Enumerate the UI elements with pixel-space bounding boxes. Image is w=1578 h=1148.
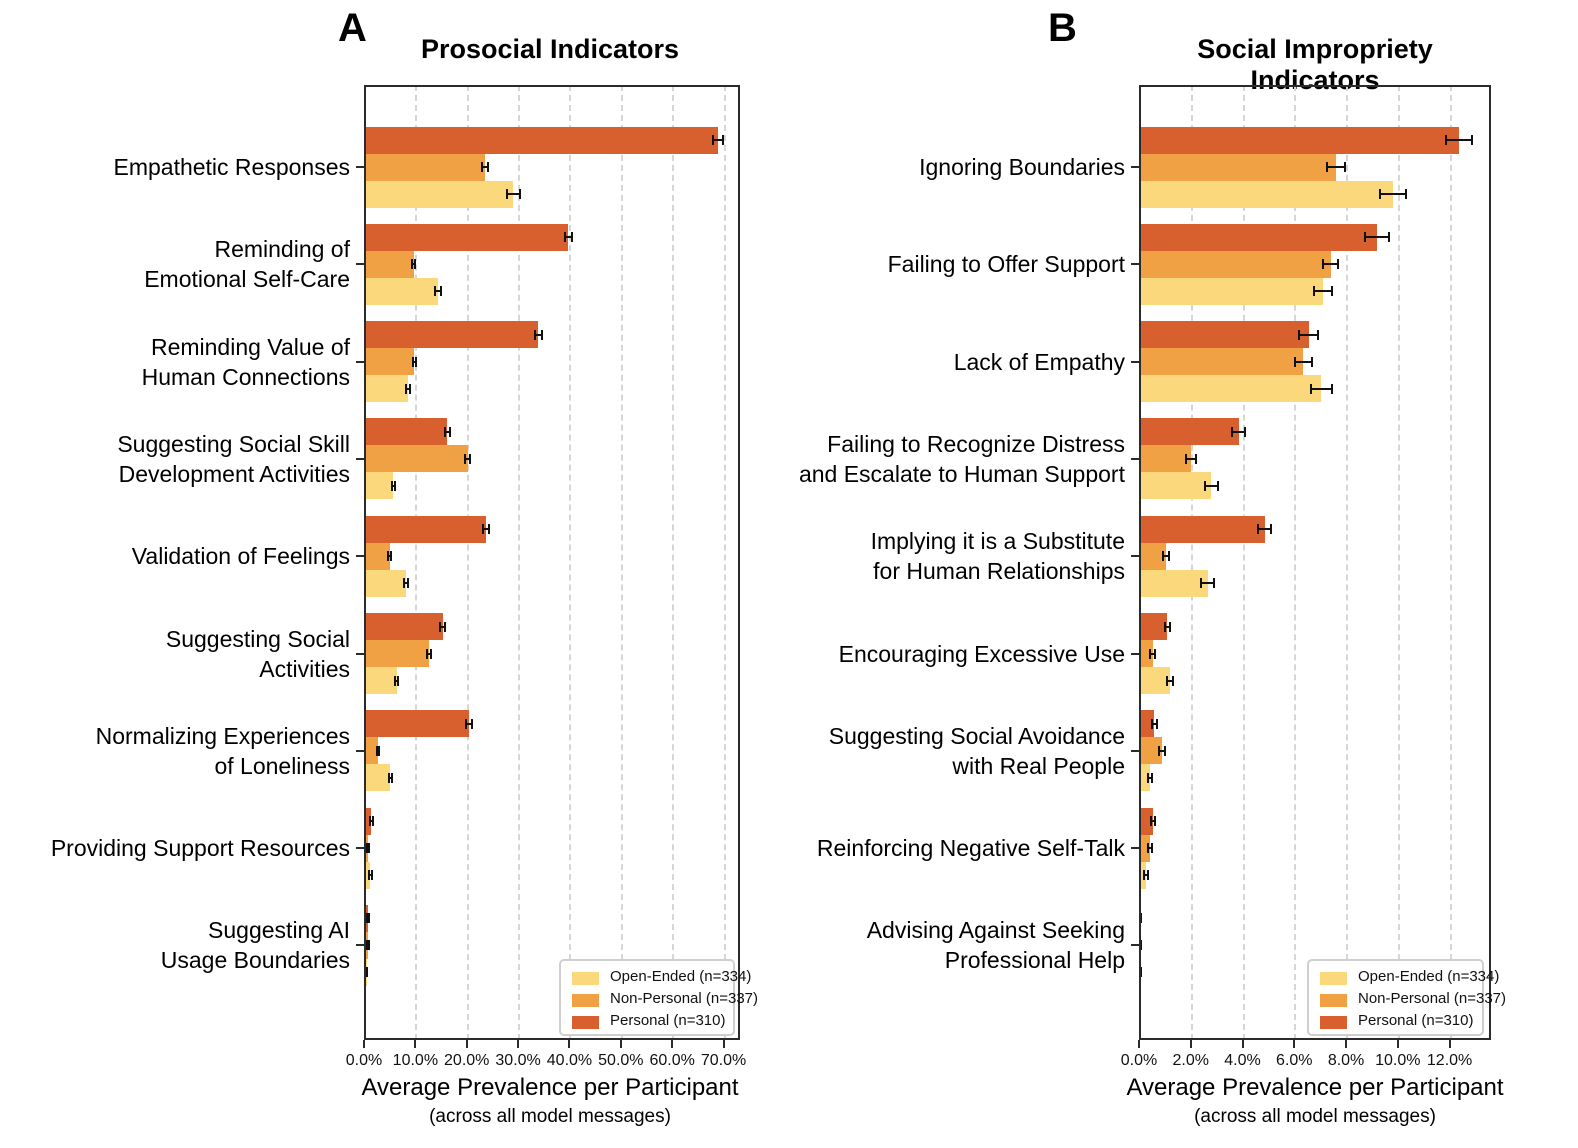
error-bar-cap bbox=[371, 870, 373, 880]
category-label: Empathetic Responses bbox=[113, 154, 350, 180]
error-bar bbox=[1380, 193, 1406, 195]
error-bar-cap bbox=[1185, 454, 1187, 464]
bar bbox=[366, 127, 718, 154]
error-bar-cap bbox=[541, 330, 543, 340]
error-bar-cap bbox=[1140, 913, 1142, 923]
legend-swatch bbox=[572, 1016, 599, 1029]
error-bar-cap bbox=[403, 578, 405, 588]
x-tick-mark bbox=[1242, 1040, 1244, 1048]
panel-b-xaxis-label: Average Prevalence per Participant bbox=[1126, 1074, 1504, 1101]
gridline bbox=[1450, 85, 1452, 1040]
error-bar-cap bbox=[368, 940, 370, 950]
gridline bbox=[724, 85, 726, 1040]
x-tick-mark bbox=[1449, 1040, 1451, 1048]
legend-item bbox=[561, 990, 759, 1012]
error-bar-cap bbox=[434, 286, 436, 296]
error-bar-cap bbox=[1317, 330, 1319, 340]
legend-label: Open-Ended (n=334) bbox=[610, 968, 752, 985]
bar bbox=[1141, 472, 1211, 499]
error-bar-cap bbox=[1213, 578, 1215, 588]
error-bar-cap bbox=[405, 384, 407, 394]
y-tick-mark bbox=[1131, 944, 1139, 946]
error-bar-cap bbox=[397, 676, 399, 686]
x-tick-label: 0.0% bbox=[345, 1052, 383, 1069]
panel-a-xaxis-sublabel: (across all model messages) bbox=[429, 1106, 671, 1127]
error-bar-cap bbox=[1364, 232, 1366, 242]
legend-label: Personal (n=310) bbox=[610, 1012, 726, 1029]
category-label: Lack of Empathy bbox=[953, 348, 1125, 375]
x-tick-mark bbox=[1190, 1040, 1192, 1048]
error-bar-cap bbox=[444, 427, 446, 437]
error-bar-cap bbox=[481, 162, 483, 172]
x-tick-label: 40.0% bbox=[546, 1052, 593, 1069]
error-bar-cap bbox=[440, 286, 442, 296]
error-bar-cap bbox=[1445, 135, 1447, 145]
bar bbox=[366, 472, 393, 499]
y-tick-mark bbox=[1131, 361, 1139, 363]
error-bar-cap bbox=[1322, 259, 1324, 269]
bar bbox=[366, 710, 469, 737]
error-bar-cap bbox=[487, 162, 489, 172]
error-bar-cap bbox=[1405, 189, 1407, 199]
error-bar-cap bbox=[1313, 286, 1315, 296]
error-bar-cap bbox=[1331, 384, 1333, 394]
legend-item bbox=[561, 968, 752, 990]
category-label: Advising Against Seeking Professional Help bbox=[866, 917, 1125, 974]
error-bar-cap bbox=[1164, 746, 1166, 756]
bar bbox=[366, 640, 429, 667]
x-tick-label: 0.0% bbox=[1120, 1052, 1158, 1069]
error-bar-cap bbox=[1172, 676, 1174, 686]
category-label: Validation of Feelings bbox=[131, 543, 350, 570]
error-bar-cap bbox=[564, 232, 566, 242]
error-bar-cap bbox=[368, 870, 370, 880]
bar bbox=[366, 181, 513, 208]
panel-b-title: Social Impropriety Indicators bbox=[1197, 34, 1433, 95]
error-bar-cap bbox=[712, 135, 714, 145]
legend-label: Open-Ended (n=334) bbox=[1358, 968, 1500, 985]
bar bbox=[366, 278, 438, 305]
x-tick-mark bbox=[723, 1040, 725, 1048]
bar bbox=[366, 418, 447, 445]
error-bar bbox=[1314, 290, 1332, 292]
legend-swatch bbox=[1320, 994, 1347, 1007]
bar bbox=[1141, 375, 1321, 402]
bar bbox=[366, 570, 406, 597]
bar bbox=[1141, 516, 1265, 543]
error-bar-cap bbox=[1200, 578, 1202, 588]
error-bar-cap bbox=[471, 719, 473, 729]
y-tick-mark bbox=[356, 653, 364, 655]
bar bbox=[366, 321, 538, 348]
y-tick-mark bbox=[1131, 750, 1139, 752]
gridline bbox=[569, 85, 571, 1040]
error-bar-cap bbox=[1379, 189, 1381, 199]
x-tick-mark bbox=[517, 1040, 519, 1048]
x-tick-label: 70.0% bbox=[700, 1052, 747, 1069]
bar bbox=[1141, 418, 1239, 445]
bar bbox=[366, 348, 414, 375]
panel-a-letter: A bbox=[338, 6, 367, 50]
error-bar-cap bbox=[366, 967, 368, 977]
error-bar-cap bbox=[1168, 551, 1170, 561]
bar bbox=[366, 445, 468, 472]
error-bar bbox=[1446, 139, 1472, 141]
error-bar-cap bbox=[414, 259, 416, 269]
x-tick-mark bbox=[363, 1040, 365, 1048]
error-bar-cap bbox=[1151, 773, 1153, 783]
category-label: Ignoring Boundaries bbox=[919, 154, 1125, 180]
error-bar-cap bbox=[1244, 427, 1246, 437]
x-tick-label: 10.0% bbox=[1375, 1052, 1421, 1069]
bar bbox=[366, 224, 568, 251]
category-label: Suggesting AI Usage Boundaries bbox=[160, 917, 350, 974]
error-bar bbox=[1327, 166, 1345, 168]
error-bar-cap bbox=[368, 913, 370, 923]
x-tick-label: 6.0% bbox=[1276, 1052, 1313, 1069]
error-bar-cap bbox=[1147, 773, 1149, 783]
x-tick-mark bbox=[1138, 1040, 1140, 1048]
error-bar-cap bbox=[1164, 622, 1166, 632]
error-bar-cap bbox=[469, 454, 471, 464]
error-bar-cap bbox=[1311, 357, 1313, 367]
error-bar-cap bbox=[571, 232, 573, 242]
x-tick-label: 2.0% bbox=[1172, 1052, 1209, 1069]
error-bar-cap bbox=[1140, 967, 1142, 977]
legend bbox=[1307, 959, 1507, 1036]
error-bar-cap bbox=[1270, 524, 1272, 534]
error-bar-cap bbox=[1143, 870, 1145, 880]
error-bar-cap bbox=[372, 816, 374, 826]
error-bar-cap bbox=[1150, 816, 1152, 826]
legend-label: Personal (n=310) bbox=[1358, 1012, 1474, 1029]
error-bar-cap bbox=[1158, 746, 1160, 756]
error-bar-cap bbox=[506, 189, 508, 199]
error-bar-cap bbox=[444, 622, 446, 632]
error-bar-cap bbox=[439, 622, 441, 632]
bar bbox=[1141, 278, 1323, 305]
legend-item bbox=[1309, 1012, 1482, 1034]
error-bar-cap bbox=[391, 481, 393, 491]
error-bar-cap bbox=[1169, 622, 1171, 632]
legend-swatch bbox=[1320, 1016, 1347, 1029]
category-label: Implying it is a Substitute for Human Relationships bbox=[870, 528, 1125, 585]
error-bar-cap bbox=[465, 719, 467, 729]
x-tick-label: 12.0% bbox=[1426, 1052, 1473, 1069]
bar bbox=[366, 251, 414, 278]
y-tick-mark bbox=[356, 263, 364, 265]
y-tick-mark bbox=[356, 166, 364, 168]
error-bar-cap bbox=[415, 357, 417, 367]
error-bar-cap bbox=[1147, 870, 1149, 880]
error-bar-cap bbox=[519, 189, 521, 199]
bar bbox=[1141, 445, 1191, 472]
error-bar-cap bbox=[1147, 843, 1149, 853]
legend bbox=[559, 959, 759, 1036]
error-bar-cap bbox=[1310, 384, 1312, 394]
bar bbox=[1141, 154, 1336, 181]
error-bar-cap bbox=[407, 578, 409, 588]
y-tick-mark bbox=[356, 847, 364, 849]
legend-item bbox=[561, 1012, 733, 1034]
y-tick-mark bbox=[356, 361, 364, 363]
panel-b-letter: B bbox=[1048, 6, 1077, 50]
bar bbox=[1141, 570, 1208, 597]
category-label: Providing Support Resources bbox=[50, 835, 350, 862]
x-tick-mark bbox=[1293, 1040, 1295, 1048]
gridline bbox=[672, 85, 674, 1040]
panel-a-title: Prosocial Indicators bbox=[420, 34, 680, 64]
error-bar-cap bbox=[1166, 676, 1168, 686]
error-bar-cap bbox=[390, 551, 392, 561]
error-bar-cap bbox=[449, 427, 451, 437]
bar bbox=[1141, 181, 1393, 208]
x-tick-mark bbox=[466, 1040, 468, 1048]
y-tick-mark bbox=[356, 944, 364, 946]
error-bar-cap bbox=[1204, 481, 1206, 491]
bar bbox=[366, 375, 408, 402]
error-bar-cap bbox=[1162, 551, 1164, 561]
category-label: Failing to Offer Support bbox=[887, 251, 1125, 278]
category-label: Reinforcing Negative Self-Talk bbox=[816, 835, 1125, 862]
error-bar-cap bbox=[1151, 843, 1153, 853]
y-tick-mark bbox=[1131, 653, 1139, 655]
gridline bbox=[1398, 85, 1400, 1040]
category-label: Reminding of Emotional Self-Care bbox=[144, 236, 350, 293]
error-bar-cap bbox=[430, 649, 432, 659]
x-tick-mark bbox=[671, 1040, 673, 1048]
gridline bbox=[621, 85, 623, 1040]
error-bar bbox=[1323, 263, 1337, 265]
bar bbox=[366, 764, 390, 791]
error-bar-cap bbox=[488, 524, 490, 534]
error-bar-cap bbox=[394, 676, 396, 686]
y-tick-mark bbox=[1131, 555, 1139, 557]
error-bar bbox=[1295, 361, 1312, 363]
error-bar-cap bbox=[1217, 481, 1219, 491]
category-label: Suggesting Social Activities bbox=[165, 625, 350, 682]
error-bar-cap bbox=[1154, 649, 1156, 659]
y-tick-mark bbox=[1131, 458, 1139, 460]
category-label: Suggesting Social Avoidance with Real People bbox=[828, 722, 1125, 779]
y-tick-mark bbox=[1131, 263, 1139, 265]
legend-swatch bbox=[1320, 972, 1347, 985]
error-bar-cap bbox=[1471, 135, 1473, 145]
error-bar-cap bbox=[1344, 162, 1346, 172]
error-bar-cap bbox=[426, 649, 428, 659]
x-tick-label: 30.0% bbox=[495, 1052, 541, 1069]
error-bar-cap bbox=[482, 524, 484, 534]
legend-label: Non-Personal (n=337) bbox=[610, 990, 759, 1007]
panel-b-xaxis-sublabel: (across all model messages) bbox=[1194, 1106, 1436, 1127]
error-bar-cap bbox=[1156, 719, 1158, 729]
category-label: Failing to Recognize Distress and Escalate to Human Support bbox=[798, 430, 1125, 487]
error-bar-cap bbox=[534, 330, 536, 340]
error-bar-cap bbox=[1257, 524, 1259, 534]
y-tick-mark bbox=[1131, 166, 1139, 168]
legend-label: Non-Personal (n=337) bbox=[1358, 990, 1507, 1007]
category-label: Encouraging Excessive Use bbox=[838, 640, 1125, 667]
error-bar-cap bbox=[722, 135, 724, 145]
error-bar-cap bbox=[1140, 940, 1142, 950]
x-tick-mark bbox=[1345, 1040, 1347, 1048]
bar bbox=[366, 154, 485, 181]
error-bar-cap bbox=[394, 481, 396, 491]
error-bar-cap bbox=[1231, 427, 1233, 437]
bar bbox=[366, 516, 486, 543]
bar bbox=[366, 613, 443, 640]
y-tick-mark bbox=[1131, 847, 1139, 849]
y-tick-mark bbox=[356, 555, 364, 557]
legend-swatch bbox=[572, 994, 599, 1007]
legend-swatch bbox=[572, 972, 599, 985]
category-label: Reminding Value of Human Connections bbox=[141, 333, 350, 390]
error-bar-cap bbox=[1294, 357, 1296, 367]
error-bar-cap bbox=[1326, 162, 1328, 172]
bar bbox=[366, 667, 397, 694]
x-tick-label: 50.0% bbox=[598, 1052, 644, 1069]
error-bar bbox=[1299, 334, 1318, 336]
error-bar-cap bbox=[1337, 259, 1339, 269]
error-bar-cap bbox=[1298, 330, 1300, 340]
error-bar-cap bbox=[368, 843, 370, 853]
error-bar-cap bbox=[409, 384, 411, 394]
error-bar-cap bbox=[412, 357, 414, 367]
error-bar-cap bbox=[464, 454, 466, 464]
error-bar-cap bbox=[1151, 719, 1153, 729]
category-label: Normalizing Experiences of Loneliness bbox=[95, 722, 350, 779]
bar bbox=[1141, 348, 1303, 375]
error-bar bbox=[1311, 388, 1332, 390]
y-tick-mark bbox=[356, 458, 364, 460]
error-bar-cap bbox=[378, 746, 380, 756]
error-bar-cap bbox=[1331, 286, 1333, 296]
panel-a-xaxis-label: Average Prevalence per Participant bbox=[361, 1074, 739, 1101]
x-tick-label: 10.0% bbox=[392, 1052, 439, 1069]
error-bar-cap bbox=[1388, 232, 1390, 242]
error-bar-cap bbox=[1149, 649, 1151, 659]
x-tick-mark bbox=[1397, 1040, 1399, 1048]
error-bar bbox=[1365, 236, 1388, 238]
x-tick-mark bbox=[620, 1040, 622, 1048]
x-tick-mark bbox=[414, 1040, 416, 1048]
bar bbox=[1141, 224, 1377, 251]
error-bar-cap bbox=[1154, 816, 1156, 826]
y-tick-mark bbox=[356, 750, 364, 752]
bar bbox=[366, 543, 390, 570]
x-tick-label: 4.0% bbox=[1224, 1052, 1261, 1069]
error-bar-cap bbox=[391, 773, 393, 783]
category-label: Suggesting Social Skill Development Activities bbox=[117, 430, 350, 487]
error-bar-cap bbox=[1195, 454, 1197, 464]
x-tick-label: 20.0% bbox=[444, 1052, 490, 1069]
bar bbox=[1141, 251, 1331, 278]
x-tick-label: 60.0% bbox=[649, 1052, 695, 1069]
x-tick-label: 8.0% bbox=[1327, 1052, 1365, 1069]
bar bbox=[1141, 321, 1309, 348]
bar bbox=[1141, 127, 1459, 154]
x-tick-mark bbox=[568, 1040, 570, 1048]
error-bar bbox=[1232, 431, 1245, 433]
error-bar-cap bbox=[369, 816, 371, 826]
legend-item bbox=[1309, 968, 1500, 990]
legend-item bbox=[1309, 990, 1507, 1012]
error-bar-cap bbox=[411, 259, 413, 269]
error-bar-cap bbox=[388, 773, 390, 783]
